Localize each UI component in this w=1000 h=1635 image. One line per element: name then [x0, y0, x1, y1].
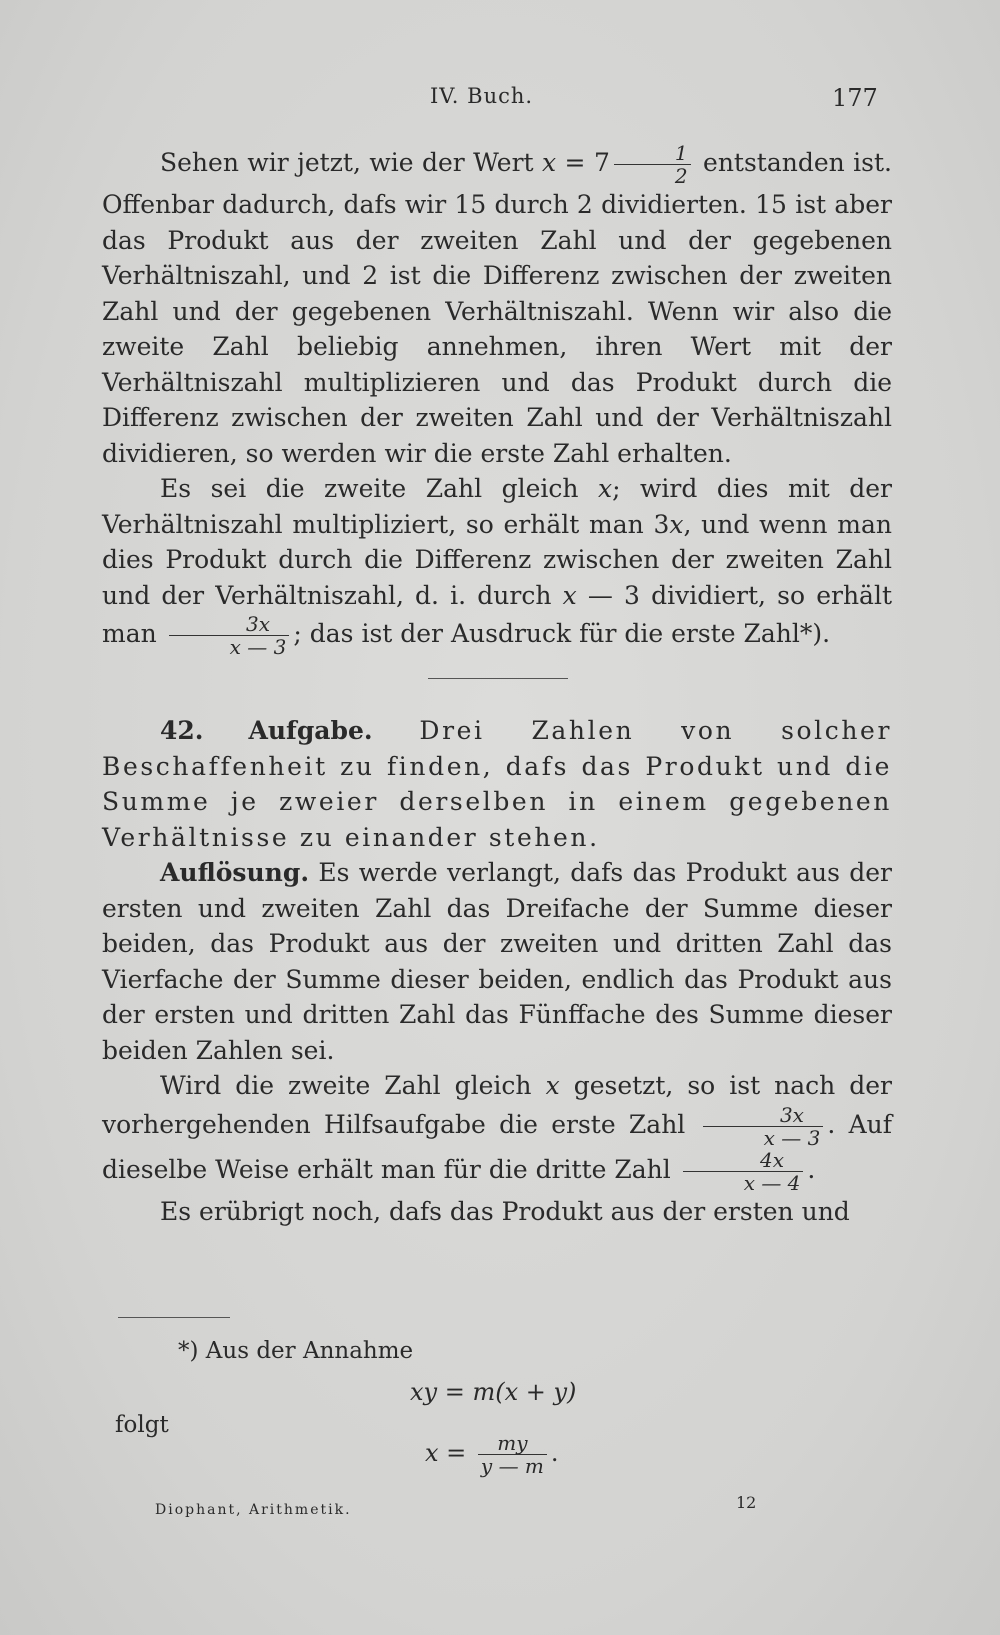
paragraph-4: Wird die zweite Zahl gleich x gesetzt, so ist nach der vorhergehenden Hilfsaufgabe die erste Zahl $\frac{3x}{x — 3}$ . Auf dieselbe Weise erhält man für die dritte Zahl $\frac{4x}{x — 4}$ .: [102, 1071, 893, 1195]
footnote-equation-2: x = $\frac{my}{y — m}$ .: [425, 1431, 559, 1478]
page-body: [102, 142, 892, 1229]
footnote-folgt: folgt: [115, 1412, 169, 1438]
fraction-third-number: $\frac{4x}{x — 4}$: [683, 1149, 804, 1194]
running-head: IV. Buch.: [430, 84, 534, 108]
problem-42: 42. Aufgabe. Drei Zahlen von solcher Beschaffenheit zu finden, dafs das Produkt und die Summe je zweier derselben in einem gegebenen Verhältnisse zu einander stehen.: [102, 716, 892, 852]
solution-paragraph: Auflösung. Es werde verlangt, dafs das Produkt aus der ersten und zweiten Zahl das Dreifache der Summe dieser beiden, das Produkt aus der zweiten und dritten Zahl das Vierfache der Summe dieser beiden, endlich das Produkt aus der ersten und dritten Zahl das Fünffache des Summe dieser beiden Zahlen sei.: [102, 858, 892, 1065]
paragraph-2: Es sei die zweite Zahl gleich x; wird dies mit der Verhältniszahl multipliziert, so erhält man 3x, und wenn man dies Produkt durch die Differenz zwischen der zweiten Zahl und der Verhältniszahl, d. i. durch x — 3 dividiert, so erhält man $\frac{3x}{x — 3}$ ; das ist der Ausdruck für die erste Zahl*).: [102, 474, 892, 659]
footnote-equation-1: xy = m(x + y): [410, 1378, 577, 1406]
footnote-intro: *) Aus der Annahme: [178, 1338, 414, 1364]
section-divider: [428, 678, 568, 679]
footnote-fraction: $\frac{my}{y — m}$: [478, 1432, 547, 1477]
paragraph-1: Sehen wir jetzt, wie der Wert x = 7 $\frac{1}{2}$ entstanden ist. Offenbar dadurch, dafs wir 15 durch 2 dividierten. 15 ist aber das Produkt aus der zweiten Zahl und der gegebenen Verhältniszahl, und 2 ist die Differenz zwischen der zweiten Zahl und der gegebenen Verhältniszahl. Wenn wir also die zweite Zahl beliebig annehmen, ihren Wert mit der Verhältniszahl multiplizieren und das Produkt durch die Differenz zwischen der zweiten Zahl und der Verhältniszahl dividieren, so werden wir die erste Zahl erhalten.: [102, 141, 893, 468]
solution-label: Auflösung.: [160, 858, 310, 887]
signature-line: Diophant, Arithmetik.: [155, 1502, 352, 1518]
sheet-number: 12: [736, 1493, 757, 1512]
page-number: 177: [832, 84, 878, 112]
fraction-3x-over-x-minus-3: $\frac{3x}{x — 3}$: [169, 613, 290, 658]
fraction-first-number: $\frac{3x}{x — 3}$: [703, 1104, 824, 1149]
problem-label: 42. Aufgabe.: [160, 716, 373, 745]
paragraph-5: Es erübrigt noch, dafs das Produkt aus der ersten und: [160, 1196, 850, 1226]
footnote-divider: [118, 1317, 230, 1318]
fraction-half: $\frac{1}{2}$: [614, 142, 691, 187]
